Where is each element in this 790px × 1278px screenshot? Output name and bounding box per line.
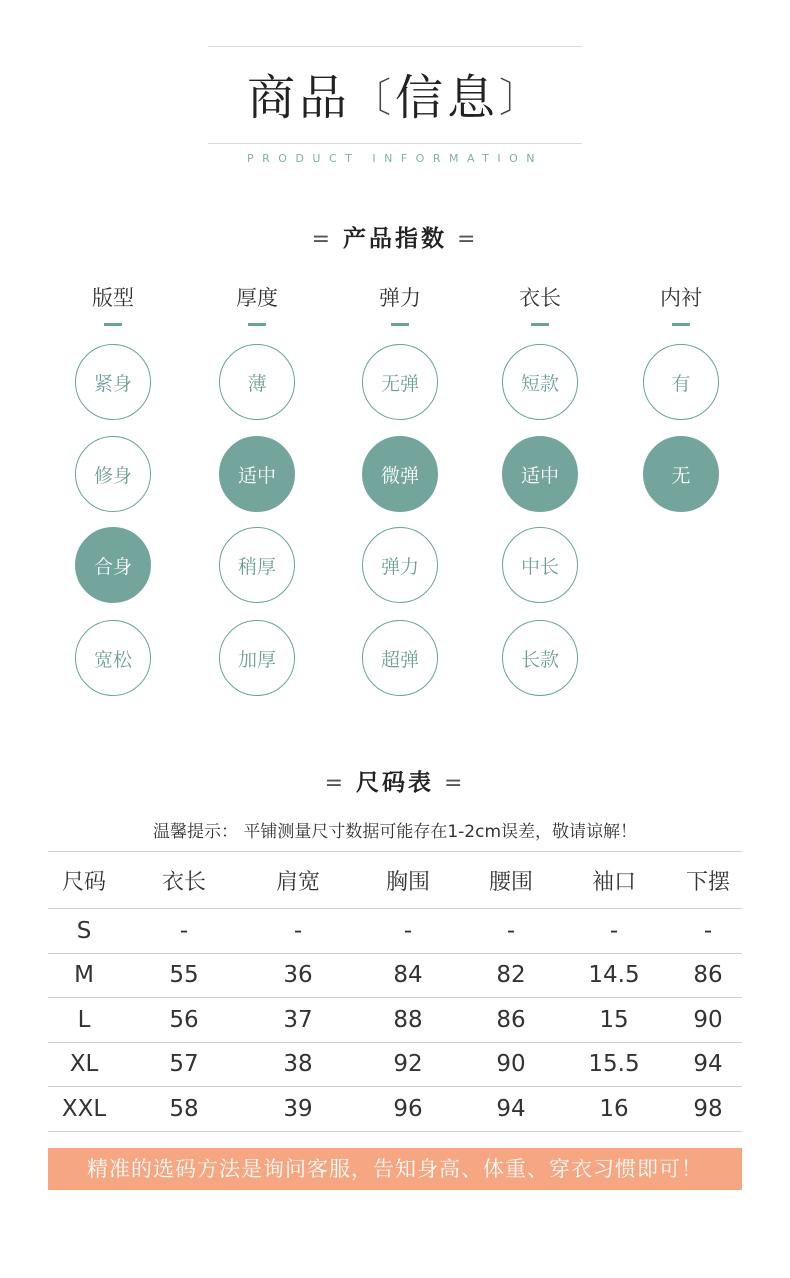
index-option-selected: 合身 bbox=[75, 527, 151, 603]
index-option: 加厚 bbox=[219, 620, 295, 696]
index-option-selected: 适中 bbox=[219, 436, 295, 512]
index-option: 无弹 bbox=[362, 344, 438, 420]
size-value-cell: - bbox=[674, 909, 742, 954]
size-label-cell: XXL bbox=[48, 1087, 120, 1132]
index-column bbox=[360, 282, 440, 326]
index-option: 弹力 bbox=[362, 527, 438, 603]
index-option: 稍厚 bbox=[219, 527, 295, 603]
size-value-cell: 15 bbox=[554, 998, 674, 1043]
size-value-cell: 38 bbox=[248, 1042, 348, 1087]
size-chart-title: = 尺码表 = bbox=[324, 770, 466, 796]
size-table-header-cell: 下摆 bbox=[674, 852, 742, 909]
table-row bbox=[48, 953, 742, 998]
index-column bbox=[641, 282, 721, 326]
index-column-label: 版型 bbox=[92, 286, 134, 310]
size-value-cell: 90 bbox=[674, 998, 742, 1043]
index-option: 有 bbox=[643, 344, 719, 420]
index-column-label: 衣长 bbox=[519, 286, 561, 310]
index-column-label: 厚度 bbox=[236, 286, 278, 310]
index-option: 宽松 bbox=[75, 620, 151, 696]
size-value-cell: 37 bbox=[248, 998, 348, 1043]
title-bracket-close: 〕 bbox=[499, 75, 544, 121]
index-column bbox=[500, 282, 580, 326]
size-value-cell: 15.5 bbox=[554, 1042, 674, 1087]
index-column-underline bbox=[672, 323, 690, 326]
size-table-header-cell: 尺码 bbox=[48, 852, 120, 909]
size-value-cell: 36 bbox=[248, 953, 348, 998]
product-index-title: = 产品指数 = bbox=[311, 226, 479, 252]
index-column-underline bbox=[248, 323, 266, 326]
table-row bbox=[48, 1042, 742, 1087]
size-value-cell: - bbox=[248, 909, 348, 954]
sizing-advice-banner: 精准的选码方法是询问客服，告知身高、体重、穿衣习惯即可！ bbox=[48, 1148, 742, 1190]
size-value-cell: 82 bbox=[468, 953, 554, 998]
index-option: 超弹 bbox=[362, 620, 438, 696]
index-option: 紧身 bbox=[75, 344, 151, 420]
index-option: 短款 bbox=[502, 344, 578, 420]
size-value-cell: - bbox=[554, 909, 674, 954]
size-value-cell: - bbox=[468, 909, 554, 954]
size-value-cell: 98 bbox=[674, 1087, 742, 1132]
size-value-cell: 56 bbox=[120, 998, 248, 1043]
title-bracket-open: 〔 bbox=[351, 75, 395, 121]
index-column-underline bbox=[104, 323, 122, 326]
size-label-cell: L bbox=[48, 998, 120, 1043]
size-table-header-cell: 肩宽 bbox=[248, 852, 348, 909]
size-value-cell: 94 bbox=[674, 1042, 742, 1087]
size-value-cell: - bbox=[120, 909, 248, 954]
page-title bbox=[0, 66, 790, 133]
title-highlight: 信息 bbox=[395, 70, 500, 126]
size-table-header-cell: 袖口 bbox=[554, 852, 674, 909]
index-option-selected: 无 bbox=[643, 436, 719, 512]
table-row bbox=[48, 1087, 742, 1132]
size-label-cell: M bbox=[48, 953, 120, 998]
size-chart-title-text: 尺码表 bbox=[356, 770, 434, 796]
size-value-cell: 55 bbox=[120, 953, 248, 998]
size-table bbox=[48, 851, 742, 1132]
size-value-cell: 86 bbox=[468, 998, 554, 1043]
table-row bbox=[48, 909, 742, 954]
index-option: 长款 bbox=[502, 620, 578, 696]
index-column-label: 内衬 bbox=[660, 286, 702, 310]
size-value-cell: 14.5 bbox=[554, 953, 674, 998]
size-value-cell: 92 bbox=[348, 1042, 468, 1087]
size-tip: 温馨提示： 平铺测量尺寸数据可能存在1-2cm误差，敬请谅解！ bbox=[152, 822, 638, 842]
size-value-cell: 57 bbox=[120, 1042, 248, 1087]
index-option-selected: 适中 bbox=[502, 436, 578, 512]
size-table-header-row bbox=[48, 852, 742, 909]
title-main: 商品 bbox=[246, 70, 351, 126]
index-option: 中长 bbox=[502, 527, 578, 603]
size-value-cell: 84 bbox=[348, 953, 468, 998]
page-subtitle: PRODUCT INFORMATION bbox=[247, 152, 543, 165]
size-value-cell: 96 bbox=[348, 1087, 468, 1132]
index-column bbox=[217, 282, 297, 326]
size-label-cell: S bbox=[48, 909, 120, 954]
size-value-cell: 58 bbox=[120, 1087, 248, 1132]
size-value-cell: - bbox=[348, 909, 468, 954]
header-top-rule bbox=[208, 46, 582, 47]
index-option: 薄 bbox=[219, 344, 295, 420]
size-label-cell: XL bbox=[48, 1042, 120, 1087]
table-row bbox=[48, 998, 742, 1043]
index-option: 修身 bbox=[75, 436, 151, 512]
size-value-cell: 86 bbox=[674, 953, 742, 998]
size-value-cell: 94 bbox=[468, 1087, 554, 1132]
index-column-underline bbox=[391, 323, 409, 326]
size-table-header-cell: 胸围 bbox=[348, 852, 468, 909]
index-column bbox=[73, 282, 153, 326]
size-value-cell: 88 bbox=[348, 998, 468, 1043]
index-column-underline bbox=[531, 323, 549, 326]
header-bottom-rule bbox=[208, 143, 582, 144]
size-value-cell: 16 bbox=[554, 1087, 674, 1132]
product-index-title-text: 产品指数 bbox=[343, 226, 447, 252]
index-option-selected: 微弹 bbox=[362, 436, 438, 512]
size-table-header-cell: 腰围 bbox=[468, 852, 554, 909]
size-table-header-cell: 衣长 bbox=[120, 852, 248, 909]
size-value-cell: 90 bbox=[468, 1042, 554, 1087]
index-column-label: 弹力 bbox=[379, 286, 421, 310]
size-value-cell: 39 bbox=[248, 1087, 348, 1132]
